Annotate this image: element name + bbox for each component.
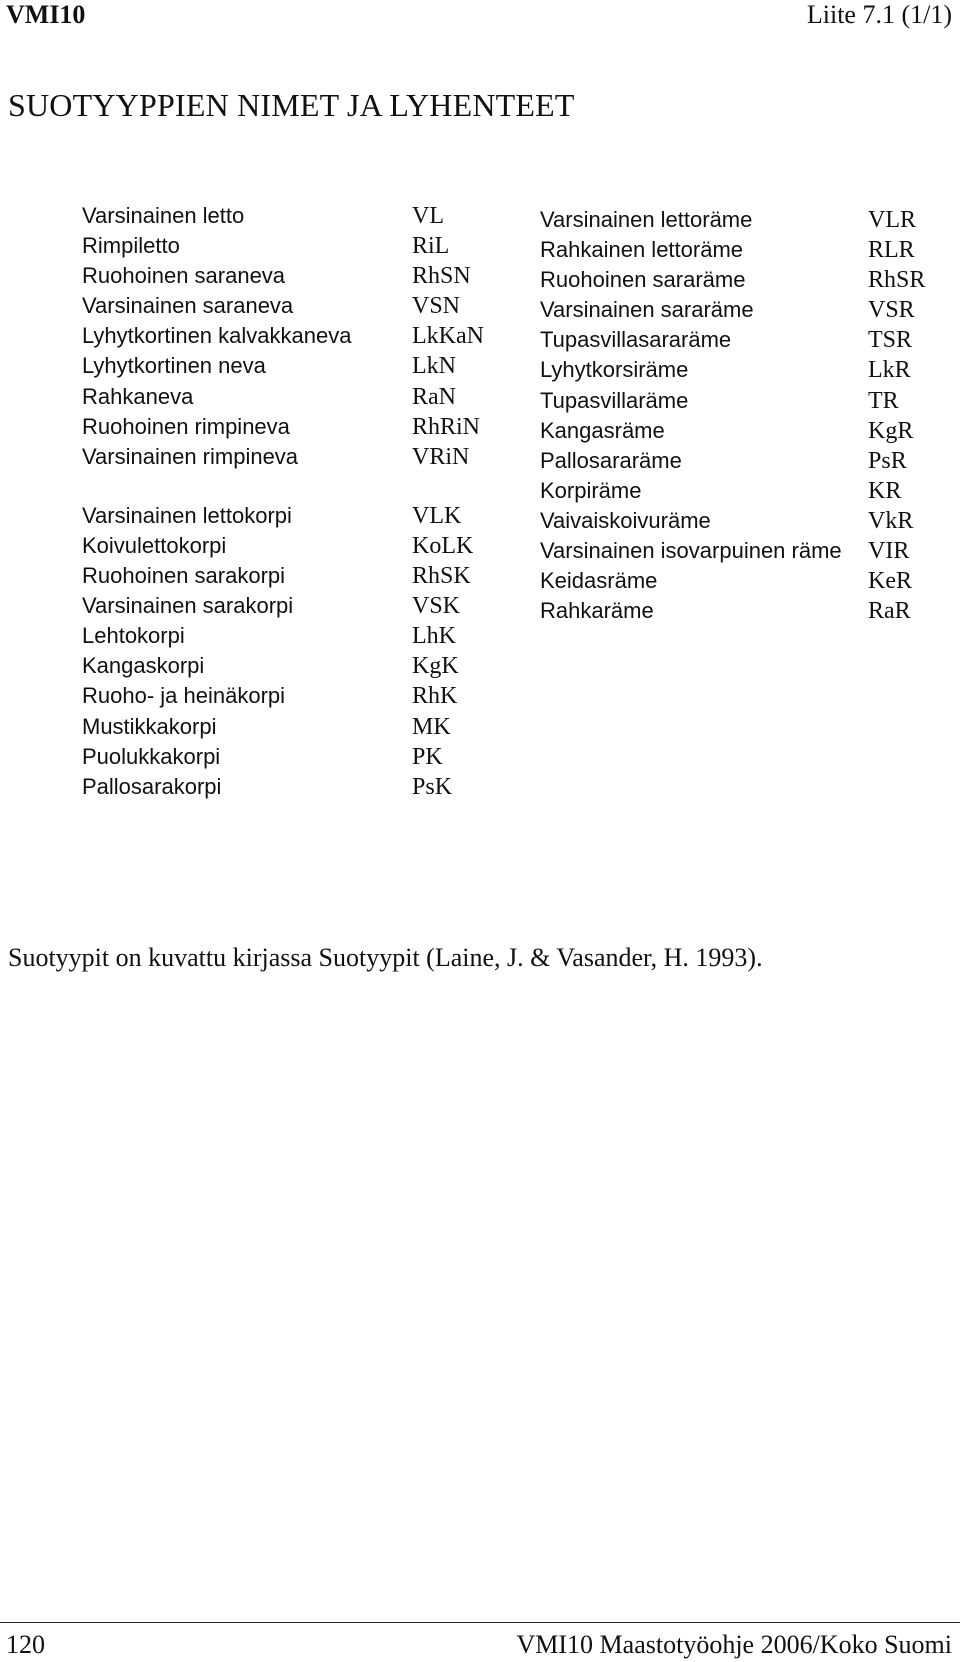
mire-type-abbreviation: RiL (412, 233, 450, 260)
mire-type-abbreviation: MK (412, 713, 451, 740)
mire-type-name: Ruohoinen saraneva (82, 263, 286, 289)
page-title: SUOTYYPPIEN NIMET JA LYHENTEET (8, 87, 575, 123)
mire-type-abbreviation: TR (868, 387, 899, 414)
mire-type-abbreviation: RhRiN (412, 413, 481, 440)
mire-type-name: Varsinainen sararäme (540, 297, 754, 323)
mire-type-abbreviation: RaR (868, 598, 911, 625)
mire-type-abbreviation: VL (412, 203, 444, 229)
mire-type-name: Lyhytkortinen kalvakkaneva (82, 323, 352, 349)
mire-type-abbreviation: VLK (412, 502, 462, 529)
mire-type-abbreviation: VIR (868, 538, 910, 565)
mire-type-name: Varsinainen lettokorpi (82, 502, 292, 528)
mire-type-name: Lyhytkorsiräme (540, 357, 689, 383)
mire-type-name: Tupasvillaräme (540, 387, 689, 413)
mire-type-abbreviation: LkKaN (412, 323, 484, 350)
mire-type-abbreviation: VLR (868, 207, 916, 233)
mire-type-name: Ruohoinen rimpineva (82, 413, 290, 439)
mire-type-abbreviation: RhSK (412, 563, 471, 590)
mire-type-abbreviation: VSR (868, 297, 915, 324)
mire-type-abbreviation: LhK (412, 623, 456, 650)
mire-type-abbreviation: RhSN (412, 263, 471, 290)
mire-type-abbreviation: VSK (412, 593, 461, 620)
mire-type-name: Vaivaiskoivuräme (540, 507, 711, 533)
mire-type-name: Varsinainen sarakorpi (82, 593, 294, 619)
mire-type-name: Tupasvillasararäme (540, 327, 732, 353)
footer-right-label: VMI10 Maastotyöohje 2006/Koko Suomi (516, 1630, 952, 1659)
mire-type-name: Rahkaräme (540, 598, 654, 624)
mire-type-abbreviation: TSR (868, 327, 913, 354)
mire-type-abbreviation: LkR (868, 357, 911, 384)
mire-type-name: Pallosarakorpi (82, 773, 222, 799)
mire-type-abbreviation: RaN (412, 383, 456, 410)
mire-type-name: Rahkaneva (82, 383, 194, 409)
mire-type-name: Puolukkakorpi (82, 743, 221, 769)
mire-type-name: Korpiräme (540, 477, 642, 503)
mire-type-name: Varsinainen rimpineva (82, 443, 299, 469)
mire-type-name: Lehtokorpi (82, 623, 185, 649)
mire-type-abbreviation: RhSR (868, 267, 926, 294)
mire-type-abbreviation: KR (868, 477, 902, 504)
header-left-label: VMI10 (6, 0, 86, 29)
mire-type-abbreviation: VRiN (412, 443, 470, 470)
mire-type-abbreviation: VkR (868, 507, 914, 534)
mire-type-abbreviation: PsR (868, 447, 907, 474)
mire-type-name: Mustikkakorpi (82, 713, 217, 739)
mire-type-abbreviation: PsK (412, 773, 453, 800)
mire-type-name: Lyhytkortinen neva (82, 353, 266, 379)
footer-divider (0, 1622, 960, 1623)
mire-type-name: Ruohoinen sararäme (540, 267, 746, 293)
mire-type-name: Pallosararäme (540, 447, 682, 473)
mire-type-name: Varsinainen isovarpuinen räme (540, 538, 842, 564)
mire-type-abbreviation: PK (412, 743, 443, 770)
mire-type-abbreviation: RhK (412, 683, 458, 710)
mire-type-name: Kangasräme (540, 417, 665, 443)
mire-type-name: Varsinainen letto (82, 203, 245, 228)
source-note: Suotyypit on kuvattu kirjassa Suotyypit (Laine, J. & Vasander, H. 1993). (8, 943, 763, 972)
mire-type-name: Varsinainen saraneva (82, 293, 294, 319)
mire-type-name: Ruohoinen sarakorpi (82, 563, 286, 589)
mire-type-abbreviation: VSN (412, 293, 461, 320)
mire-type-name: Rahkainen lettoräme (540, 237, 744, 263)
mire-type-name: Koivulettokorpi (82, 532, 227, 558)
mire-type-abbreviation: LkN (412, 353, 456, 380)
mire-type-abbreviation: KgR (868, 417, 914, 444)
mire-type-abbreviation: KoLK (412, 532, 474, 559)
mire-type-abbreviation: RLR (868, 237, 915, 264)
mire-type-name: Ruoho- ja heinäkorpi (82, 683, 286, 709)
mire-type-name: Varsinainen lettoräme (540, 207, 753, 232)
mire-type-name: Rimpiletto (82, 233, 180, 259)
mire-type-abbreviation: KgK (412, 653, 459, 680)
mire-type-abbreviation: KeR (868, 568, 912, 595)
page-number: 120 (6, 1630, 45, 1659)
header-right-label: Liite 7.1 (1/1) (806, 0, 952, 29)
mire-type-name: Keidasräme (540, 568, 658, 594)
mire-type-name: Kangaskorpi (82, 653, 205, 679)
